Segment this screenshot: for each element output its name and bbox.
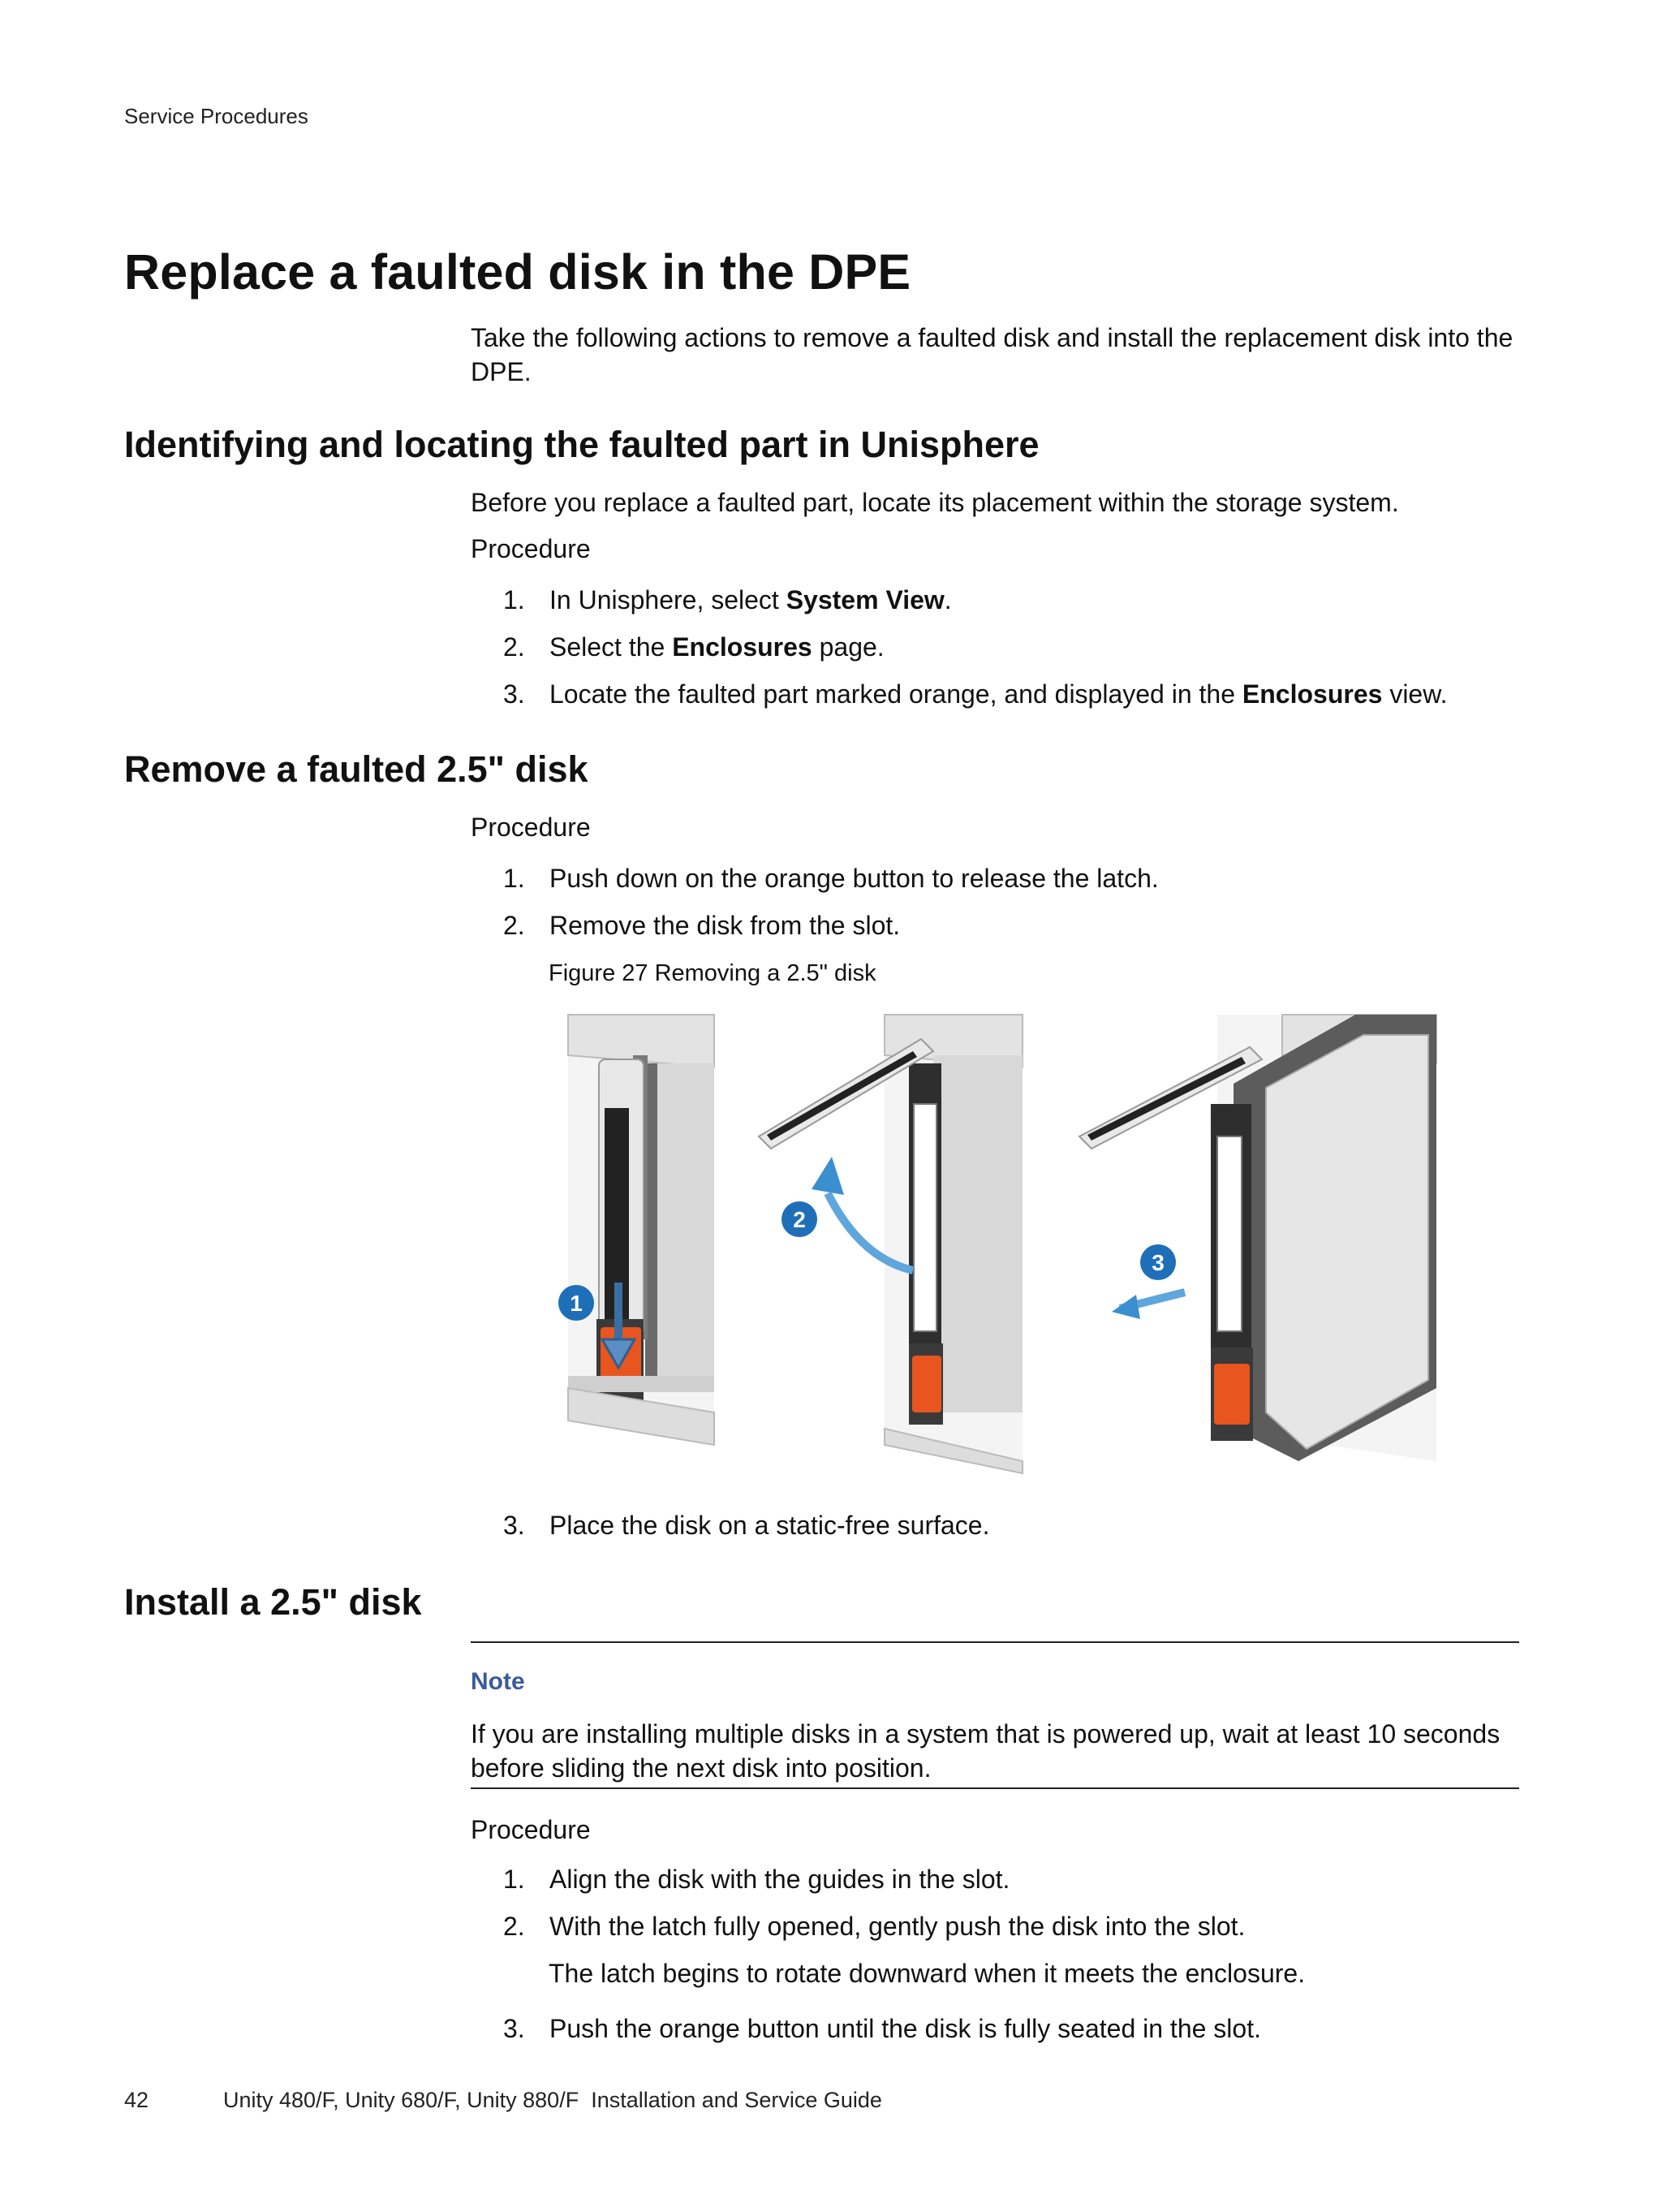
step-text: Locate the faulted part marked orange, and displayed in the	[549, 679, 1242, 709]
step-number: 3.	[503, 679, 525, 709]
running-header: Service Procedures	[124, 104, 308, 128]
list-item	[503, 861, 1558, 895]
step-subtext: The latch begins to rotate downward when it meets the enclosure.	[549, 1959, 1306, 1988]
list-item	[503, 630, 1558, 664]
procedure-label: Procedure	[471, 813, 591, 842]
step-number: 1.	[503, 864, 525, 893]
step-number: 3.	[503, 2014, 525, 2043]
figure-panel-2	[759, 1015, 1023, 1473]
note-top-rule	[471, 1641, 1519, 1643]
step-text: With the latch fully opened, gently push the disk into the slot.	[549, 1912, 1246, 1941]
figure-panel-1	[558, 1015, 714, 1445]
section-heading-install: Install a 2.5" disk	[124, 1581, 422, 1623]
disk-removal-figure	[552, 1007, 1445, 1477]
curved-arrow-icon	[812, 1157, 844, 1195]
identify-text: Before you replace a faulted part, locate its placement within the storage system.	[471, 488, 1399, 517]
step-text: In Unisphere, select	[549, 585, 786, 614]
step-number: 3.	[503, 1511, 525, 1540]
procedure-label: Procedure	[471, 1815, 591, 1844]
figure-panel-3	[1079, 1015, 1436, 1461]
intro-text: Take the following actions to remove a faulted disk and install the replacement disk into the DPE.	[471, 323, 1513, 386]
step-bold-text: System View	[786, 585, 945, 614]
note-bottom-rule	[471, 1787, 1519, 1789]
step-text: view.	[1382, 679, 1448, 709]
footer-doc-title: Unity 480/F, Unity 680/F, Unity 880/F Installation and Service Guide	[223, 2088, 882, 2112]
callout-3-label: 3	[1152, 1250, 1165, 1275]
step-number: 2.	[503, 1912, 525, 1941]
list-item	[503, 583, 1558, 617]
step-text: Place the disk on a static-free surface.	[549, 1511, 990, 1540]
step-number: 2.	[503, 632, 525, 662]
step-bold-text: Enclosures	[1242, 679, 1383, 709]
figure-label: Figure 27	[549, 960, 648, 986]
orange-release-button	[1214, 1364, 1250, 1425]
step-number: 1.	[503, 1865, 525, 1894]
step-text: .	[944, 585, 952, 614]
note-label: Note	[471, 1668, 525, 1695]
page-number: 42	[124, 2088, 149, 2112]
procedure-label: Procedure	[471, 534, 591, 563]
page-title: Replace a faulted disk in the DPE	[124, 244, 911, 300]
step-text: Align the disk with the guides in the slot.	[549, 1865, 1010, 1894]
left-arrow-icon	[1112, 1295, 1140, 1319]
step-text: Push down on the orange button to release the latch.	[549, 864, 1159, 893]
step-number: 1.	[503, 585, 525, 614]
orange-release-button	[912, 1356, 941, 1412]
step-text: Remove the disk from the slot.	[549, 911, 901, 940]
note-text: If you are installing multiple disks in a system that is powered up, wait at least 10 seconds before sliding the next disk into position.	[471, 1719, 1501, 1783]
list-item	[503, 2011, 1558, 2046]
callout-1-label: 1	[570, 1291, 583, 1316]
list-item	[503, 1508, 1558, 1542]
list-item	[503, 908, 1558, 942]
callout-2-label: 2	[793, 1207, 806, 1232]
figure-caption-text: Removing a 2.5" disk	[648, 960, 876, 986]
step-number: 2.	[503, 911, 525, 940]
section-heading-remove: Remove a faulted 2.5" disk	[124, 748, 588, 790]
step-text: Select the	[549, 632, 673, 662]
list-item	[503, 1909, 1558, 1943]
step-text: Push the orange button until the disk is fully seated in the slot.	[549, 2014, 1261, 2043]
section-heading-identify: Identifying and locating the faulted part in Unisphere	[124, 424, 1040, 465]
list-item	[503, 677, 1558, 711]
figure-caption	[549, 960, 876, 987]
step-text: page.	[812, 632, 885, 662]
step-bold-text: Enclosures	[672, 632, 812, 662]
list-item	[503, 1862, 1558, 1896]
